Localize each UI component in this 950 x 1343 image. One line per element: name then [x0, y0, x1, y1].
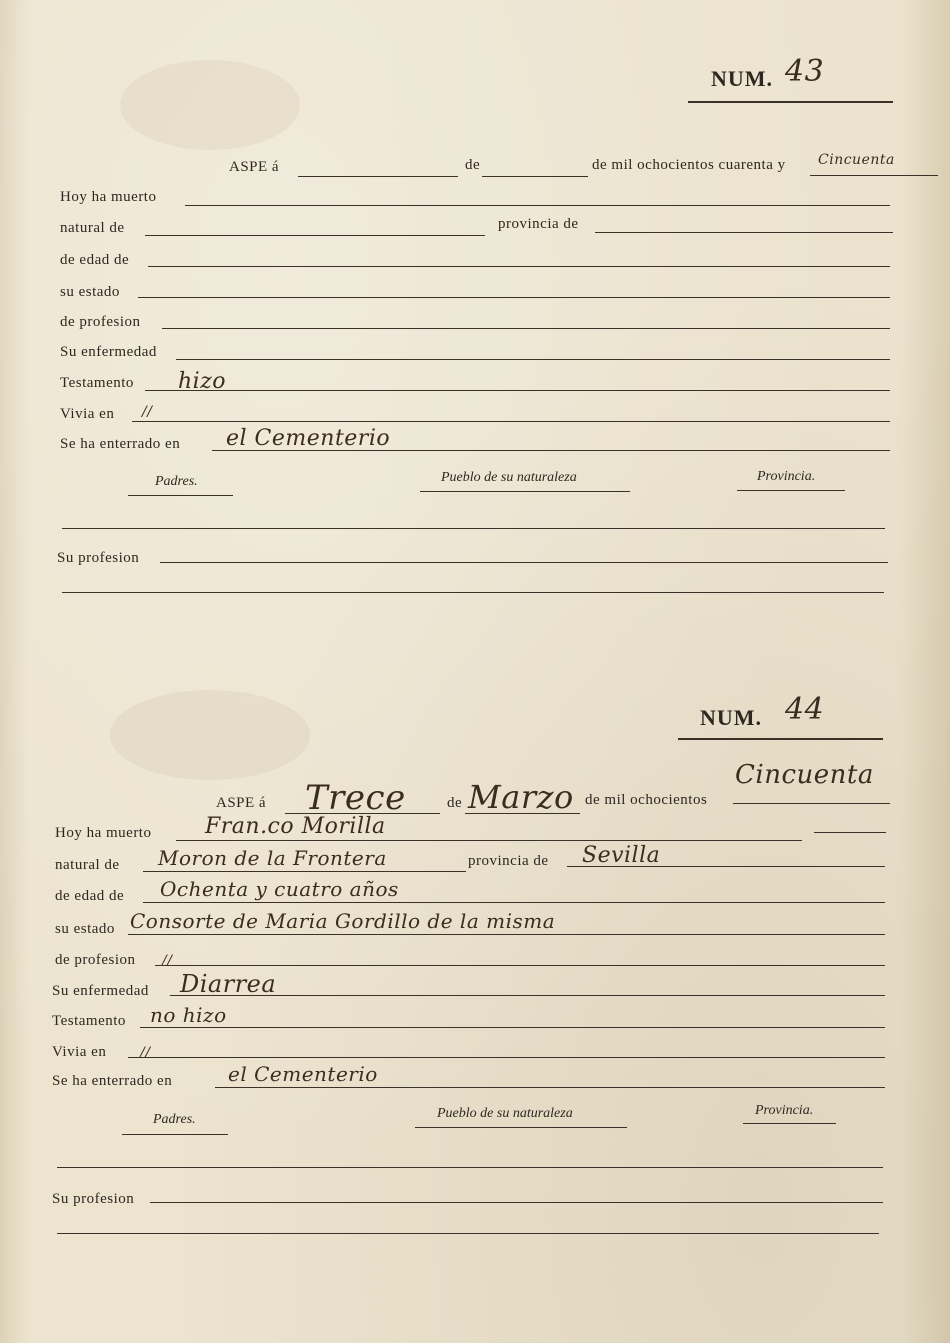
- entry-number-value: 44: [785, 692, 825, 727]
- column-pueblo: Pueblo de su naturaleza: [437, 1106, 573, 1121]
- entry-number-label: NUM.: [700, 705, 763, 730]
- edad-line: [148, 266, 890, 267]
- vivia-value: //: [142, 404, 153, 420]
- profesion-line: [155, 965, 885, 966]
- edad-value: Ochenta y cuatro años: [160, 877, 399, 901]
- closing-line: [57, 1233, 879, 1234]
- vivia-label: Vivia en: [60, 406, 115, 422]
- edad-label: de edad de: [60, 252, 130, 268]
- hoy-line: [176, 840, 802, 841]
- profesion-label: de profesion: [60, 314, 141, 330]
- enfermedad-label: Su enfermedad: [60, 344, 157, 360]
- number-underline: [678, 738, 883, 740]
- provincia-label: provincia de: [468, 853, 549, 869]
- paper-stain: [110, 690, 310, 780]
- day-handwritten: Trece: [305, 778, 406, 818]
- vivia-value: //: [140, 1045, 151, 1061]
- column-provincia-underline: [743, 1123, 836, 1124]
- natural-value: Moron de la Frontera: [158, 846, 387, 870]
- hoy-label: Hoy ha muerto: [55, 825, 152, 841]
- enfermedad-line: [170, 995, 885, 996]
- enterrado-label: Se ha enterrado en: [52, 1073, 173, 1089]
- estado-label: su estado: [60, 284, 120, 300]
- hoy-line-end: [814, 832, 886, 833]
- column-padres-underline: [122, 1134, 228, 1135]
- de-label: de: [447, 795, 463, 811]
- number-underline: [688, 101, 893, 103]
- natural-line: [143, 871, 466, 872]
- parents-line: [57, 1167, 883, 1168]
- provincia-label: provincia de: [498, 216, 579, 232]
- su-profesion-line: [160, 562, 888, 563]
- vivia-line: [132, 421, 890, 422]
- testamento-label: Testamento: [52, 1013, 126, 1029]
- de-label: de: [465, 157, 481, 173]
- estado-line: [128, 934, 885, 935]
- enfermedad-line: [176, 359, 890, 360]
- estado-label: su estado: [55, 921, 115, 937]
- profesion-line: [162, 328, 890, 329]
- provincia-line: [567, 866, 885, 867]
- vivia-line: [128, 1057, 885, 1058]
- month-handwritten: Marzo: [468, 778, 574, 816]
- hoy-line: [185, 205, 890, 206]
- month-line: [465, 813, 580, 814]
- su-profesion-line: [150, 1202, 883, 1203]
- enterrado-line: [215, 1087, 885, 1088]
- year-line: [733, 803, 890, 804]
- enfermedad-label: Su enfermedad: [52, 983, 149, 999]
- column-pueblo: Pueblo de su naturaleza: [441, 470, 577, 485]
- provincia-line: [595, 232, 893, 233]
- estado-line: [138, 297, 890, 298]
- column-padres: Padres.: [153, 1112, 196, 1127]
- edad-label: de edad de: [55, 888, 125, 904]
- enterrado-line: [212, 450, 890, 451]
- year-label: de mil ochocientos: [585, 792, 708, 808]
- closing-line: [62, 592, 884, 593]
- year-handwritten: Cincuenta: [735, 760, 874, 790]
- natural-label: natural de: [55, 857, 120, 873]
- day-line: [298, 176, 458, 177]
- testamento-line: [145, 390, 890, 391]
- place-label: ASPE á: [216, 795, 267, 811]
- testamento-line: [140, 1027, 885, 1028]
- parents-line: [62, 528, 885, 529]
- edad-line: [143, 902, 885, 903]
- hoy-value: Fran.co Morilla: [205, 814, 386, 839]
- testamento-value: no hizo: [150, 1003, 227, 1027]
- place-label: ASPE á: [229, 159, 280, 175]
- column-padres-underline: [128, 495, 233, 496]
- column-provincia: Provincia.: [755, 1103, 814, 1118]
- natural-line: [145, 235, 485, 236]
- year-label: de mil ochocientos cuarenta y: [592, 157, 786, 173]
- hoy-label: Hoy ha muerto: [60, 189, 157, 205]
- column-pueblo-underline: [415, 1127, 627, 1128]
- natural-label: natural de: [60, 220, 125, 236]
- entry-number-label: NUM.: [711, 66, 774, 91]
- column-provincia-underline: [737, 490, 845, 491]
- profesion-label: de profesion: [55, 952, 136, 968]
- year-handwritten: Cincuenta: [818, 152, 895, 168]
- enterrado-label: Se ha enterrado en: [60, 436, 181, 452]
- testamento-label: Testamento: [60, 375, 134, 391]
- su-profesion-label: Su profesion: [57, 550, 140, 566]
- entry-number-value: 43: [785, 54, 825, 89]
- estado-value: Consorte de Maria Gordillo de la misma: [130, 909, 556, 933]
- profesion-value: //: [162, 953, 173, 969]
- column-padres: Padres.: [155, 474, 198, 489]
- month-line: [482, 176, 588, 177]
- provincia-value: Sevilla: [582, 843, 661, 868]
- paper-stain: [120, 60, 300, 150]
- su-profesion-label: Su profesion: [52, 1191, 135, 1207]
- year-line: [810, 175, 938, 176]
- column-pueblo-underline: [420, 491, 630, 492]
- testamento-value: hizo: [178, 369, 227, 394]
- enfermedad-value: Diarrea: [180, 970, 277, 998]
- enterrado-value: el Cementerio: [226, 426, 391, 451]
- enterrado-value: el Cementerio: [228, 1062, 378, 1086]
- vivia-label: Vivia en: [52, 1044, 107, 1060]
- column-provincia: Provincia.: [757, 469, 816, 484]
